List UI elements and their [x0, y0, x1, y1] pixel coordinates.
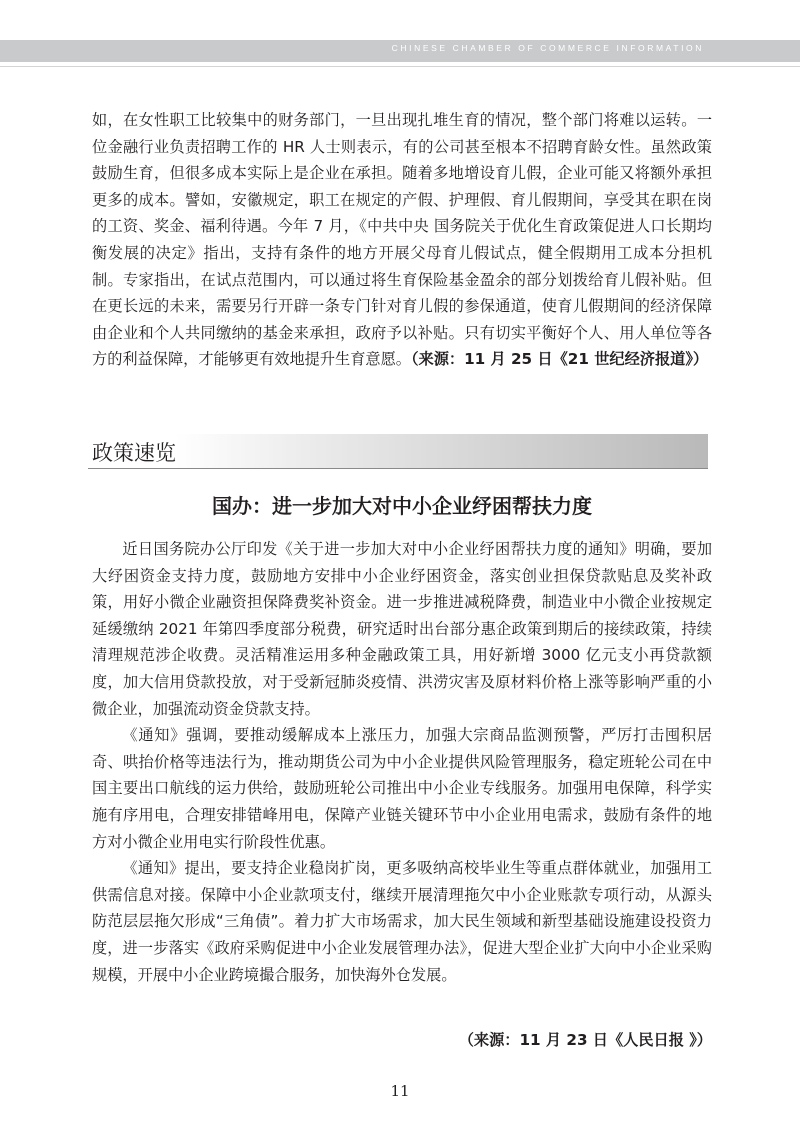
article-source: （来源：11 月 23 日《人民日报 》） [458, 1031, 712, 1049]
article-paragraph: 《通知》提出，要支持企业稳岗扩岗，更多吸纳高校毕业生等重点群体就业，加强用工供需信息对接。保障中小企业款项支付，继续开展清理拖欠中小企业账款专项行动，从源头防范层层拖欠形成“三角债”。着力扩大市场需求，加大民生领域和新型基础设施建设投资力度，进一步落实《政府采购促进中小企业发展管理办法》，促进大型企业扩大向中小企业采购规模，开展中小企业跨境撮合服务，加快海外仓发展。 [92, 859, 712, 984]
article-paragraph: 《通知》强调，要推动缓解成本上涨压力，加强大宗商品监测预警，严厉打击囤积居奇、哄抬价格等违法行为，推动期货公司为中小企业提供风险管理服务，稳定班轮公司在中国主要出口航线的运力供给，鼓励班轮公司推出中小企业专线服务。加强用电保障，科学实施有序用电，合理安排错峰用电，保障产业链关键环节中小企业用电需求，鼓励有条件的地方对小微企业用电实行阶段性优惠。 [92, 726, 712, 851]
section-title: 政策速览 [92, 441, 176, 465]
article-paragraph: 近日国务院办公厅印发《关于进一步加大对中小企业纾困帮扶力度的通知》明确，要加大纾困资金支持力度，鼓励地方安排中小企业纾困资金，落实创业担保贷款贴息及奖补政策，用好小微企业融资担保降费奖补资金。进一步推进减税降费，制造业中小微企业按规定延缓缴纳 2021 年第四季度部分税费，研究适时出台部分惠企政策到期后的接续政策，持续清理规范涉企收费。灵活精准运用多种金融政策工具，用好新增 3000 亿元支小再贷款额度，加大信用贷款投放，对于受新冠肺炎疫情、洪涝灾害及原材料价格上涨等影响严重的小微企业，加强流动资金贷款支持。 [92, 540, 712, 718]
header-rule [0, 66, 800, 67]
section-bar [88, 434, 708, 468]
continued-paragraph [92, 107, 712, 373]
section-bar-rule [88, 468, 708, 469]
continued-article [92, 107, 712, 373]
continued-body: 如，在女性职工比较集中的财务部门，一旦出现扎堆生育的情况，整个部门将难以运转。一位金融行业负责招聘工作的 HR 人士则表示，有的公司甚至根本不招聘育龄女性。虽然政策鼓励生育，但很多成本实际上是企业在承担。随着多地增设育儿假，企业可能又将额外承担更多的成本。譬如，安徽规定，职工在规定的产假、护理假、育儿假期间，享受其在职在岗的工资、奖金、福利待遇。今年 7 月，《中共中央 国务院关于优化生育政策促进人口长期均衡发展的决定》指出，支持有条件的地方开展父母育儿假试点，健全假期用工成本分担机制。专家指出，在试点范围内，可以通过将生育保险基金盈余的部分划拨给育儿假补贴。但在更长远的未来，需要另行开辟一条专门针对育儿假的参保通道，使育儿假期间的经济保障由企业和个人共同缴纳的基金来承担，政府予以补贴。只有切实平衡好个人、用人单位等各方的利益保障，才能够更有效地提升生育意愿。 [92, 111, 712, 369]
article-body [92, 536, 712, 988]
continued-source: （来源：11 月 25 日《21 世纪经济报道》） [410, 350, 709, 369]
header-label: CHINESE CHAMBER OF COMMERCE INFORMATION [391, 43, 704, 53]
article-title: 国办：进一步加大对中小企业纾困帮扶力度 [212, 494, 592, 518]
page-number: 11 [390, 1082, 410, 1100]
